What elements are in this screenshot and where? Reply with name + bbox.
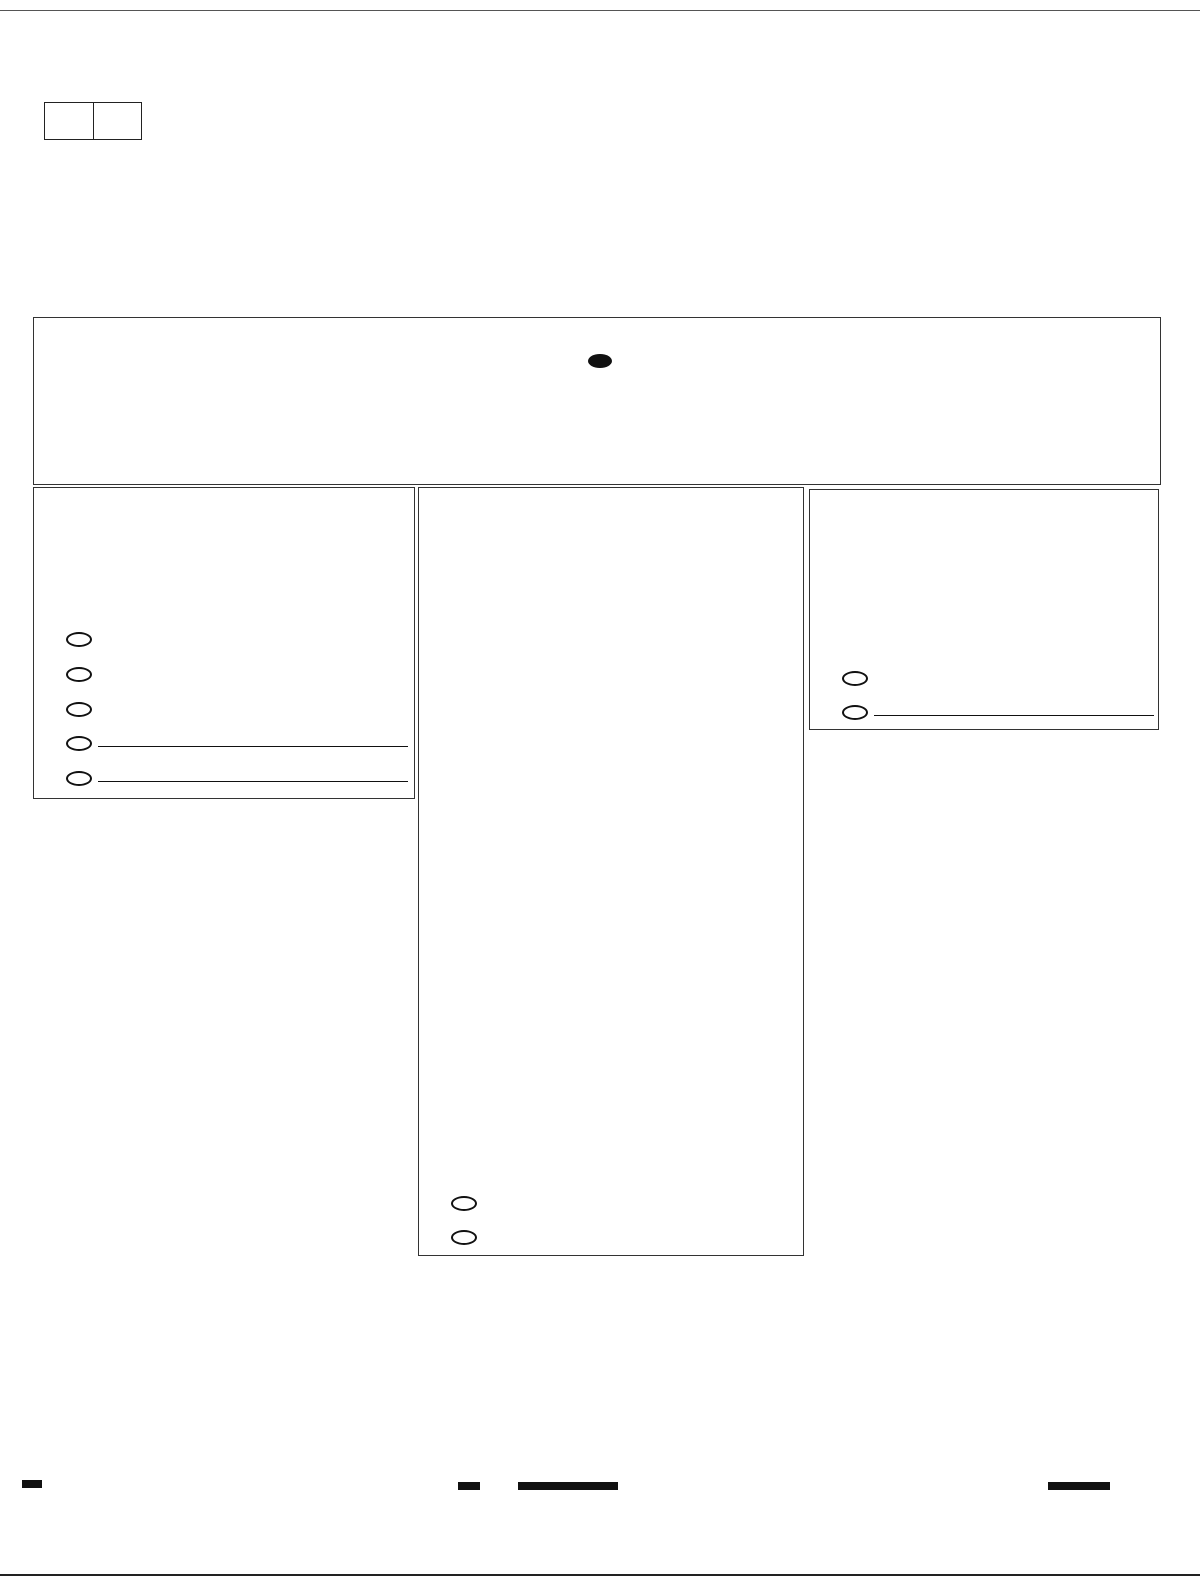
timing-marks-top [0, 64, 1200, 78]
timing-mark-bottom [1048, 1482, 1110, 1490]
alderperson-contest [809, 489, 1159, 730]
instructions-main [34, 349, 1160, 372]
timing-mark-bottom [518, 1482, 618, 1490]
school-board-contest [33, 487, 415, 799]
page-edge-bottom [0, 1574, 1200, 1576]
write-in-line[interactable] [874, 715, 1154, 716]
timing-mark-bottom [458, 1482, 480, 1490]
bond-election-contest [418, 487, 804, 1256]
vote-oval-randall-whitman[interactable] [66, 632, 92, 647]
vote-oval-no[interactable] [451, 1230, 477, 1245]
vote-oval-yes[interactable] [451, 1196, 477, 1211]
judges-initials-cell[interactable] [94, 103, 142, 139]
vote-oval-write-in-1[interactable] [66, 736, 92, 751]
filled-oval-example-icon [588, 354, 612, 368]
judges-initials-box[interactable] [44, 102, 142, 140]
instructions-box [33, 317, 1161, 485]
timing-mark-bottom [22, 1480, 42, 1488]
vote-oval-todd-prater[interactable] [66, 667, 92, 682]
write-in-line-1[interactable] [98, 746, 408, 747]
timing-marks-right [1160, 0, 1200, 1580]
vote-oval-write-in-2[interactable] [66, 771, 92, 786]
vote-oval-david-mooneyham[interactable] [66, 702, 92, 717]
write-in-line-2[interactable] [98, 781, 408, 782]
vote-oval-jason-baker[interactable] [842, 671, 868, 686]
timing-marks-left [0, 0, 30, 1580]
vote-oval-write-in[interactable] [842, 705, 868, 720]
judges-initials-cell[interactable] [45, 103, 94, 139]
page-edge-top [0, 10, 1200, 11]
